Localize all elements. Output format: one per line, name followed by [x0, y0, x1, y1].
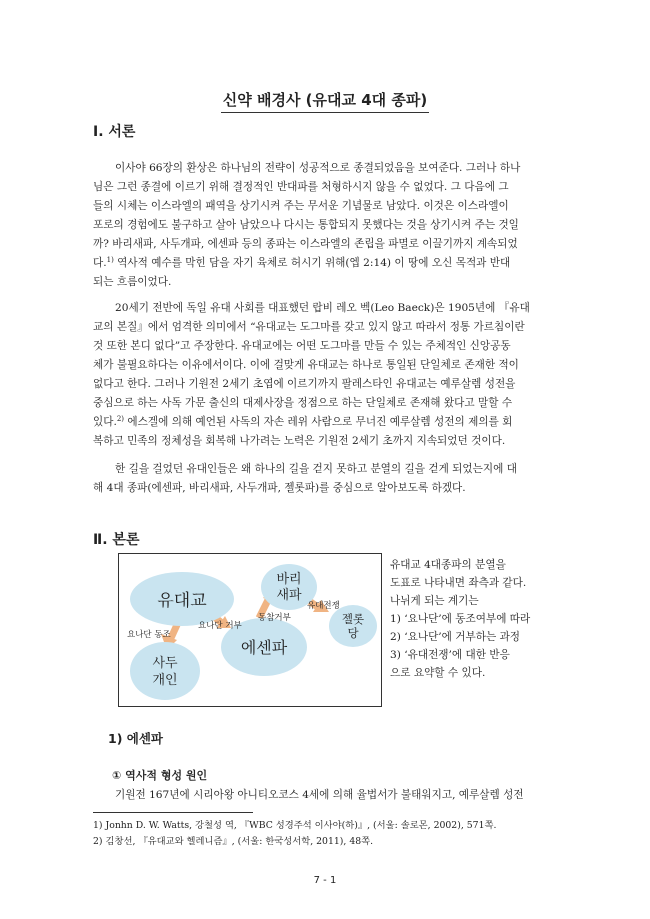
page-title: 신약 배경사 (유대교 4대 종파): [0, 89, 650, 113]
page-number: 7 - 1: [313, 875, 337, 886]
text-line: 복하고 민족의 정체성을 회복해 나가려는 노력은 기원전 2세기 초까지 지속되었던 것이다.: [93, 435, 506, 447]
diagram-svg: [119, 554, 381, 706]
intro-paragraph-2: [93, 299, 558, 451]
text-line: 까? 바리새파, 사두개파, 에센파 등의 종파는 이스라엘의 존립을 파멸로 이끌기까지 계속되었: [93, 238, 518, 250]
label-judaism: 유대교: [157, 591, 207, 611]
text-line: 포로의 경험에도 불구하고 살아 남았으나 다시는 통합되지 못했다는 것을 상기시켜 주는 것일: [93, 219, 519, 231]
text-line: 유대교 4대종파의 분열을: [390, 559, 506, 571]
section-heading-intro: Ⅰ. 서론: [93, 124, 136, 140]
text-line: 교의 본질』에서 엄격한 의미에서 “유대교는 도그마를 갖고 있지 않고 따라서 정통 가르침이란: [93, 321, 525, 333]
text-line: 것 또한 본디 없다”고 주장한다. 유대교에는 어떤 도그마를 만들 수 있는 주체적인 신앙공동: [93, 340, 511, 352]
text-line: 해 4대 종파(에센파, 바리새파, 사두개파, 젤롯파)를 중심으로 알아보도록 하겠다.: [93, 482, 466, 494]
label-sadducee-2: 개인: [152, 673, 178, 688]
label-pharisee-2: 새파: [276, 588, 302, 603]
edge-label-jewish-war: 유대전쟁: [307, 601, 340, 611]
diagram-explanation: [390, 556, 565, 682]
text-line: 도표로 나타내면 좌측과 같다.: [390, 577, 527, 589]
footnote-2: 2) 김창선, 『유대교와 헬레니즘』, (서울: 한국성서학, 2011), 48쪽.: [93, 836, 374, 847]
edge-label-yonadan-refuse: 요나단 거부: [198, 621, 242, 631]
text-line: 3) ‘유대전쟁’에 대한 반응: [390, 649, 510, 661]
footnote-1: 1) Jonhn D. W. Watts, 강철성 역, 『WBC 성경주석 이사야(하)』, (서울: 솔로몬, 2002), 571쪽.: [93, 820, 497, 831]
text-line: 나뉘게 되는 계기는: [390, 595, 479, 607]
footnote-ref: 2): [116, 415, 125, 423]
subsubsection-heading-origin: ① 역사적 형성 원인: [112, 769, 208, 782]
edge-label-yonadan-agree: 요나단 동조: [127, 630, 171, 640]
label-essene: 에센파: [240, 638, 288, 657]
sect-split-diagram: [118, 553, 382, 707]
text-line: 없다고 한다. 그러나 기원전 2세기 초엽에 이르기까지 팔레스타인 유대교는 예루살렘 성전을: [93, 378, 516, 390]
label-zealot-2: 당: [347, 626, 359, 640]
footnote-ref: 1): [106, 256, 114, 264]
intro-paragraph-3: [93, 460, 558, 498]
node-sadducee: [130, 642, 200, 700]
intro-paragraph-1: [93, 159, 558, 292]
body-text-line: 기원전 167년에 시리아왕 아니티오코스 4세에 의해 율법서가 불태워지고, 예루살렘 성전: [115, 789, 524, 801]
text-line: 으로 요약할 수 있다.: [390, 667, 486, 679]
text-line: 이사야 66장의 환상은 하나님의 전략이 성공적으로 종결되었음을 보여준다. 그러나 하나: [115, 162, 521, 174]
text-line: 중심으로 하는 사독 가문 출신의 대제사장을 정점으로 하는 단일체로 존재해 왔다고 말할 수: [93, 397, 513, 409]
text-line: 되는 흐름이었다.: [93, 276, 172, 288]
text-line-with-footnote: 다.$^{1)}$ 역사적 예수를 막힌 담을 자기 육체로 허시기 위해(엡 2:14) 이 땅에 오신 목적과 반대: [93, 256, 511, 269]
label-pharisee-1: 바리: [276, 572, 302, 587]
label-sadducee-1: 사두: [152, 656, 178, 671]
text-line-with-footnote: 있다.$^{2)}$ 에스겔에 의해 예언된 사독의 자손 레위 사람으로 무너진 예루살렘 성전의 제의를 회: [93, 415, 513, 428]
text-line: 체가 불필요하다는 이유에서이다. 이에 걸맞게 유대교는 하나로 통일된 단일체로 존재한 적이: [93, 359, 519, 371]
text-line: 1) ‘요나단’에 동조여부에 따라: [390, 613, 531, 625]
text-line: 님은 그런 종결에 이르기 위해 결정적인 반대파를 처형하시지 않을 수 없었다. 그 다음에 그: [93, 181, 509, 193]
text-line: 20세기 전반에 독일 유대 사회를 대표했던 랍비 레오 벡(Leo Baeck)은 1905년에 『유대: [115, 302, 530, 314]
footnote-divider: [93, 812, 253, 813]
subsection-heading-essene: 1) 에센파: [108, 731, 163, 746]
text-line: 2) ‘요나단’에 거부하는 과정: [390, 631, 521, 643]
text-line: 들의 시체는 이스라엘의 패역을 상기시켜 주는 무서운 기념물로 남았다. 이것은 이스라엘이: [93, 200, 509, 212]
section-heading-body: Ⅱ. 본론: [93, 532, 140, 548]
label-zealot-1: 젤롯: [341, 612, 365, 626]
text-line: 한 길을 걸었던 유대인들은 왜 하나의 길을 걷지 못하고 분열의 길을 걷게 되었는지에 대: [115, 463, 517, 475]
edge-label-hasmonean-refuse: 동참거부: [258, 613, 291, 623]
